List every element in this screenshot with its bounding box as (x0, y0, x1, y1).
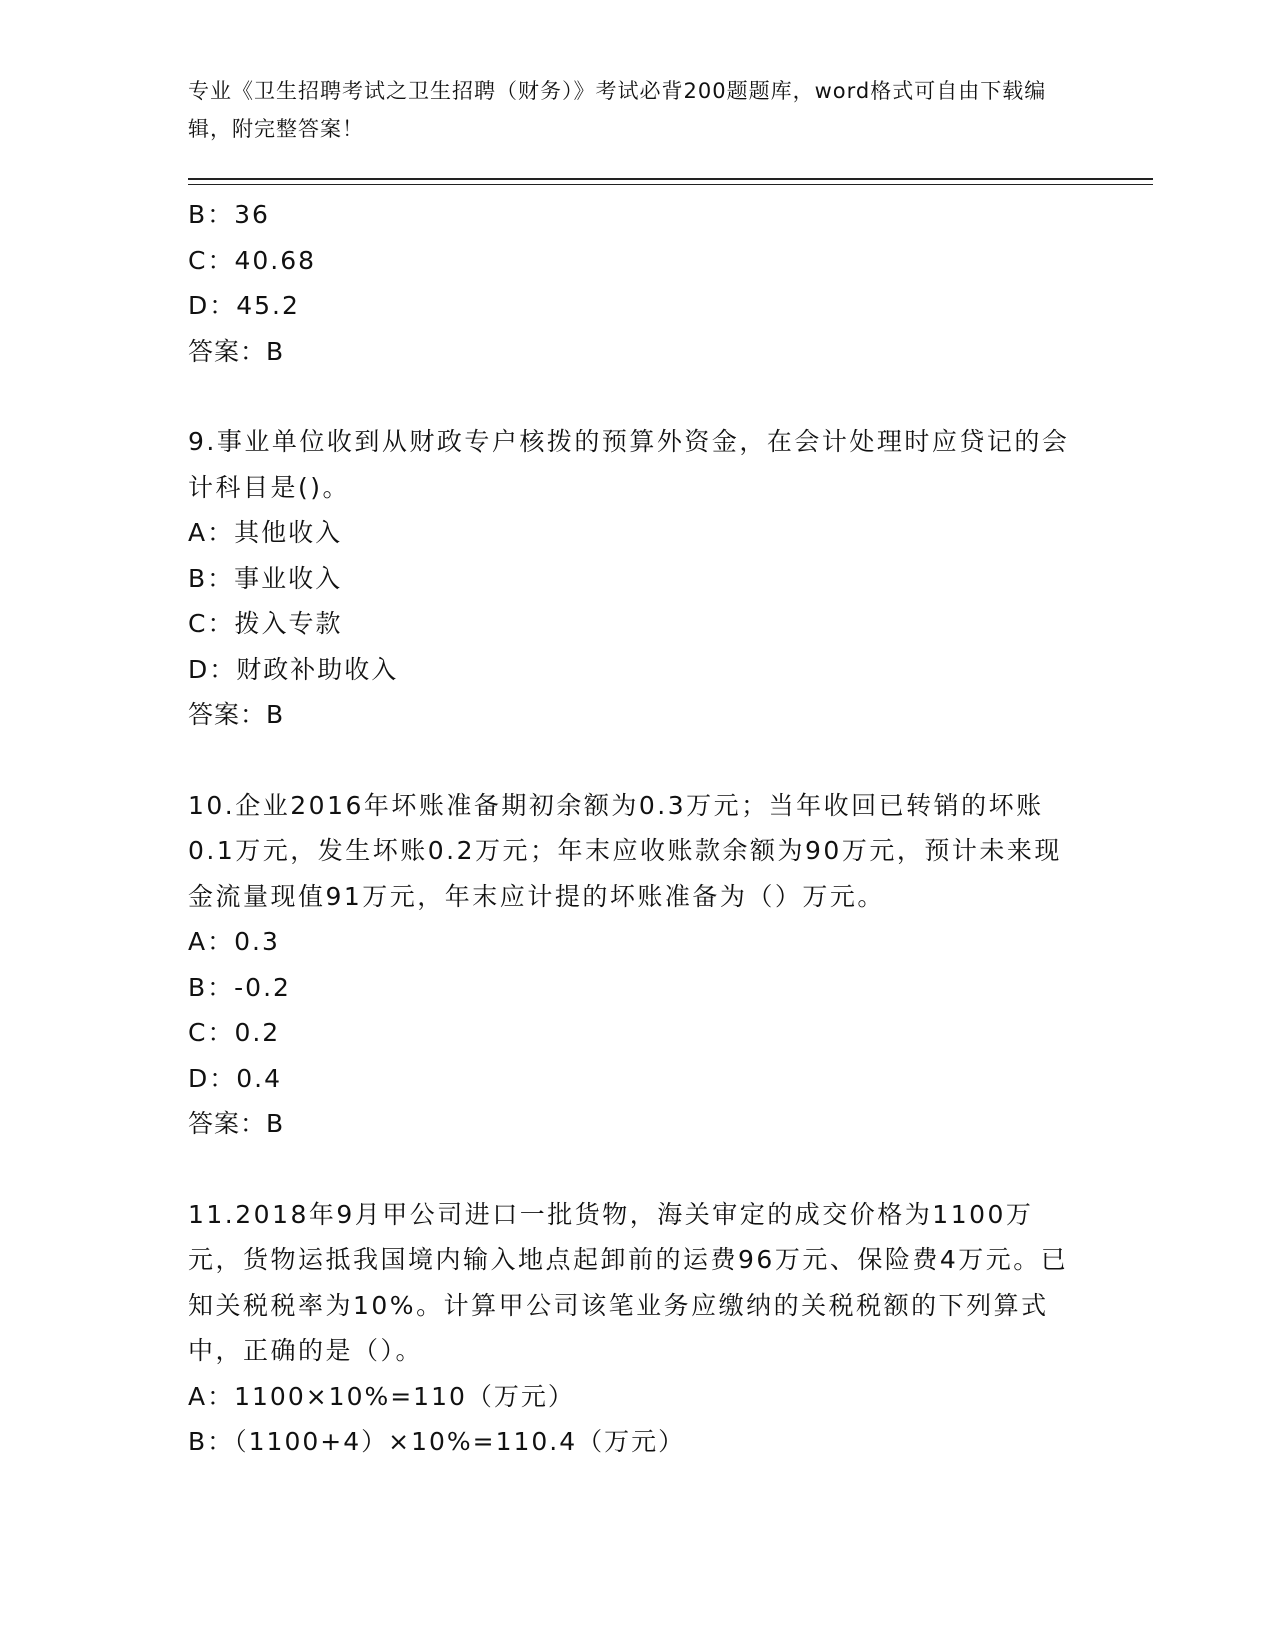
header-divider-thick (188, 178, 1153, 180)
question-10 (188, 783, 1088, 1147)
spacer (188, 738, 1088, 783)
document-header (188, 72, 1088, 148)
question-9 (188, 419, 1088, 738)
question-previous (188, 192, 1088, 374)
option-a: A：其他收入 (188, 518, 343, 547)
option-d: D：45.2 (188, 291, 300, 320)
spacer (188, 374, 1088, 419)
answer-line: 答案：B (188, 336, 285, 366)
option-b: B：事业收入 (188, 563, 343, 593)
header-title: 专业《卫生招聘考试之卫生招聘（财务）》考试必背200题题库，word格式可自由下载编辑，附完整答案！ (188, 79, 1047, 141)
question-stem: 11.2018年9月甲公司进口一批货物，海关审定的成交价格为1100万元，货物运抵我国境内输入地点起卸前的运费96万元、保险费4万元。已知关税税率为10%。计算甲公司该笔业务应缴纳的关税税额的下列算式中，正确的是（）。 (188, 1199, 1069, 1365)
option-c: C：40.68 (188, 245, 317, 275)
option-a: A：1100×10%=110（万元） (188, 1381, 575, 1411)
question-stem: 10.企业2016年坏账准备期初余额为0.3万元；当年收回已转销的坏账0.1万元，发生坏账0.2万元；年末应收账款余额为90万元，预计未来现金流量现值91万元，年末应计提的坏账准备为（）万元。 (188, 790, 1062, 911)
answer-line: 答案：B (188, 1109, 285, 1138)
option-b: B：（1100+4）×10%=110.4（万元） (188, 1427, 686, 1456)
option-d: D：财政补助收入 (188, 654, 399, 684)
option-c: C：0.2 (188, 1018, 281, 1047)
option-a: A：0.3 (188, 927, 280, 956)
option-d: D：0.4 (188, 1063, 283, 1093)
question-11 (188, 1192, 1088, 1465)
spacer (188, 1147, 1088, 1192)
option-b: B：-0.2 (188, 972, 291, 1002)
answer-line: 答案：B (188, 700, 285, 729)
question-stem: 9.事业单位收到从财政专户核拨的预算外资金，在会计处理时应贷记的会计科目是()。 (188, 427, 1070, 502)
option-b: B：36 (188, 200, 270, 229)
question-list (188, 192, 1088, 1465)
header-divider-thin (188, 184, 1153, 185)
option-c: C：拨入专款 (188, 609, 343, 638)
